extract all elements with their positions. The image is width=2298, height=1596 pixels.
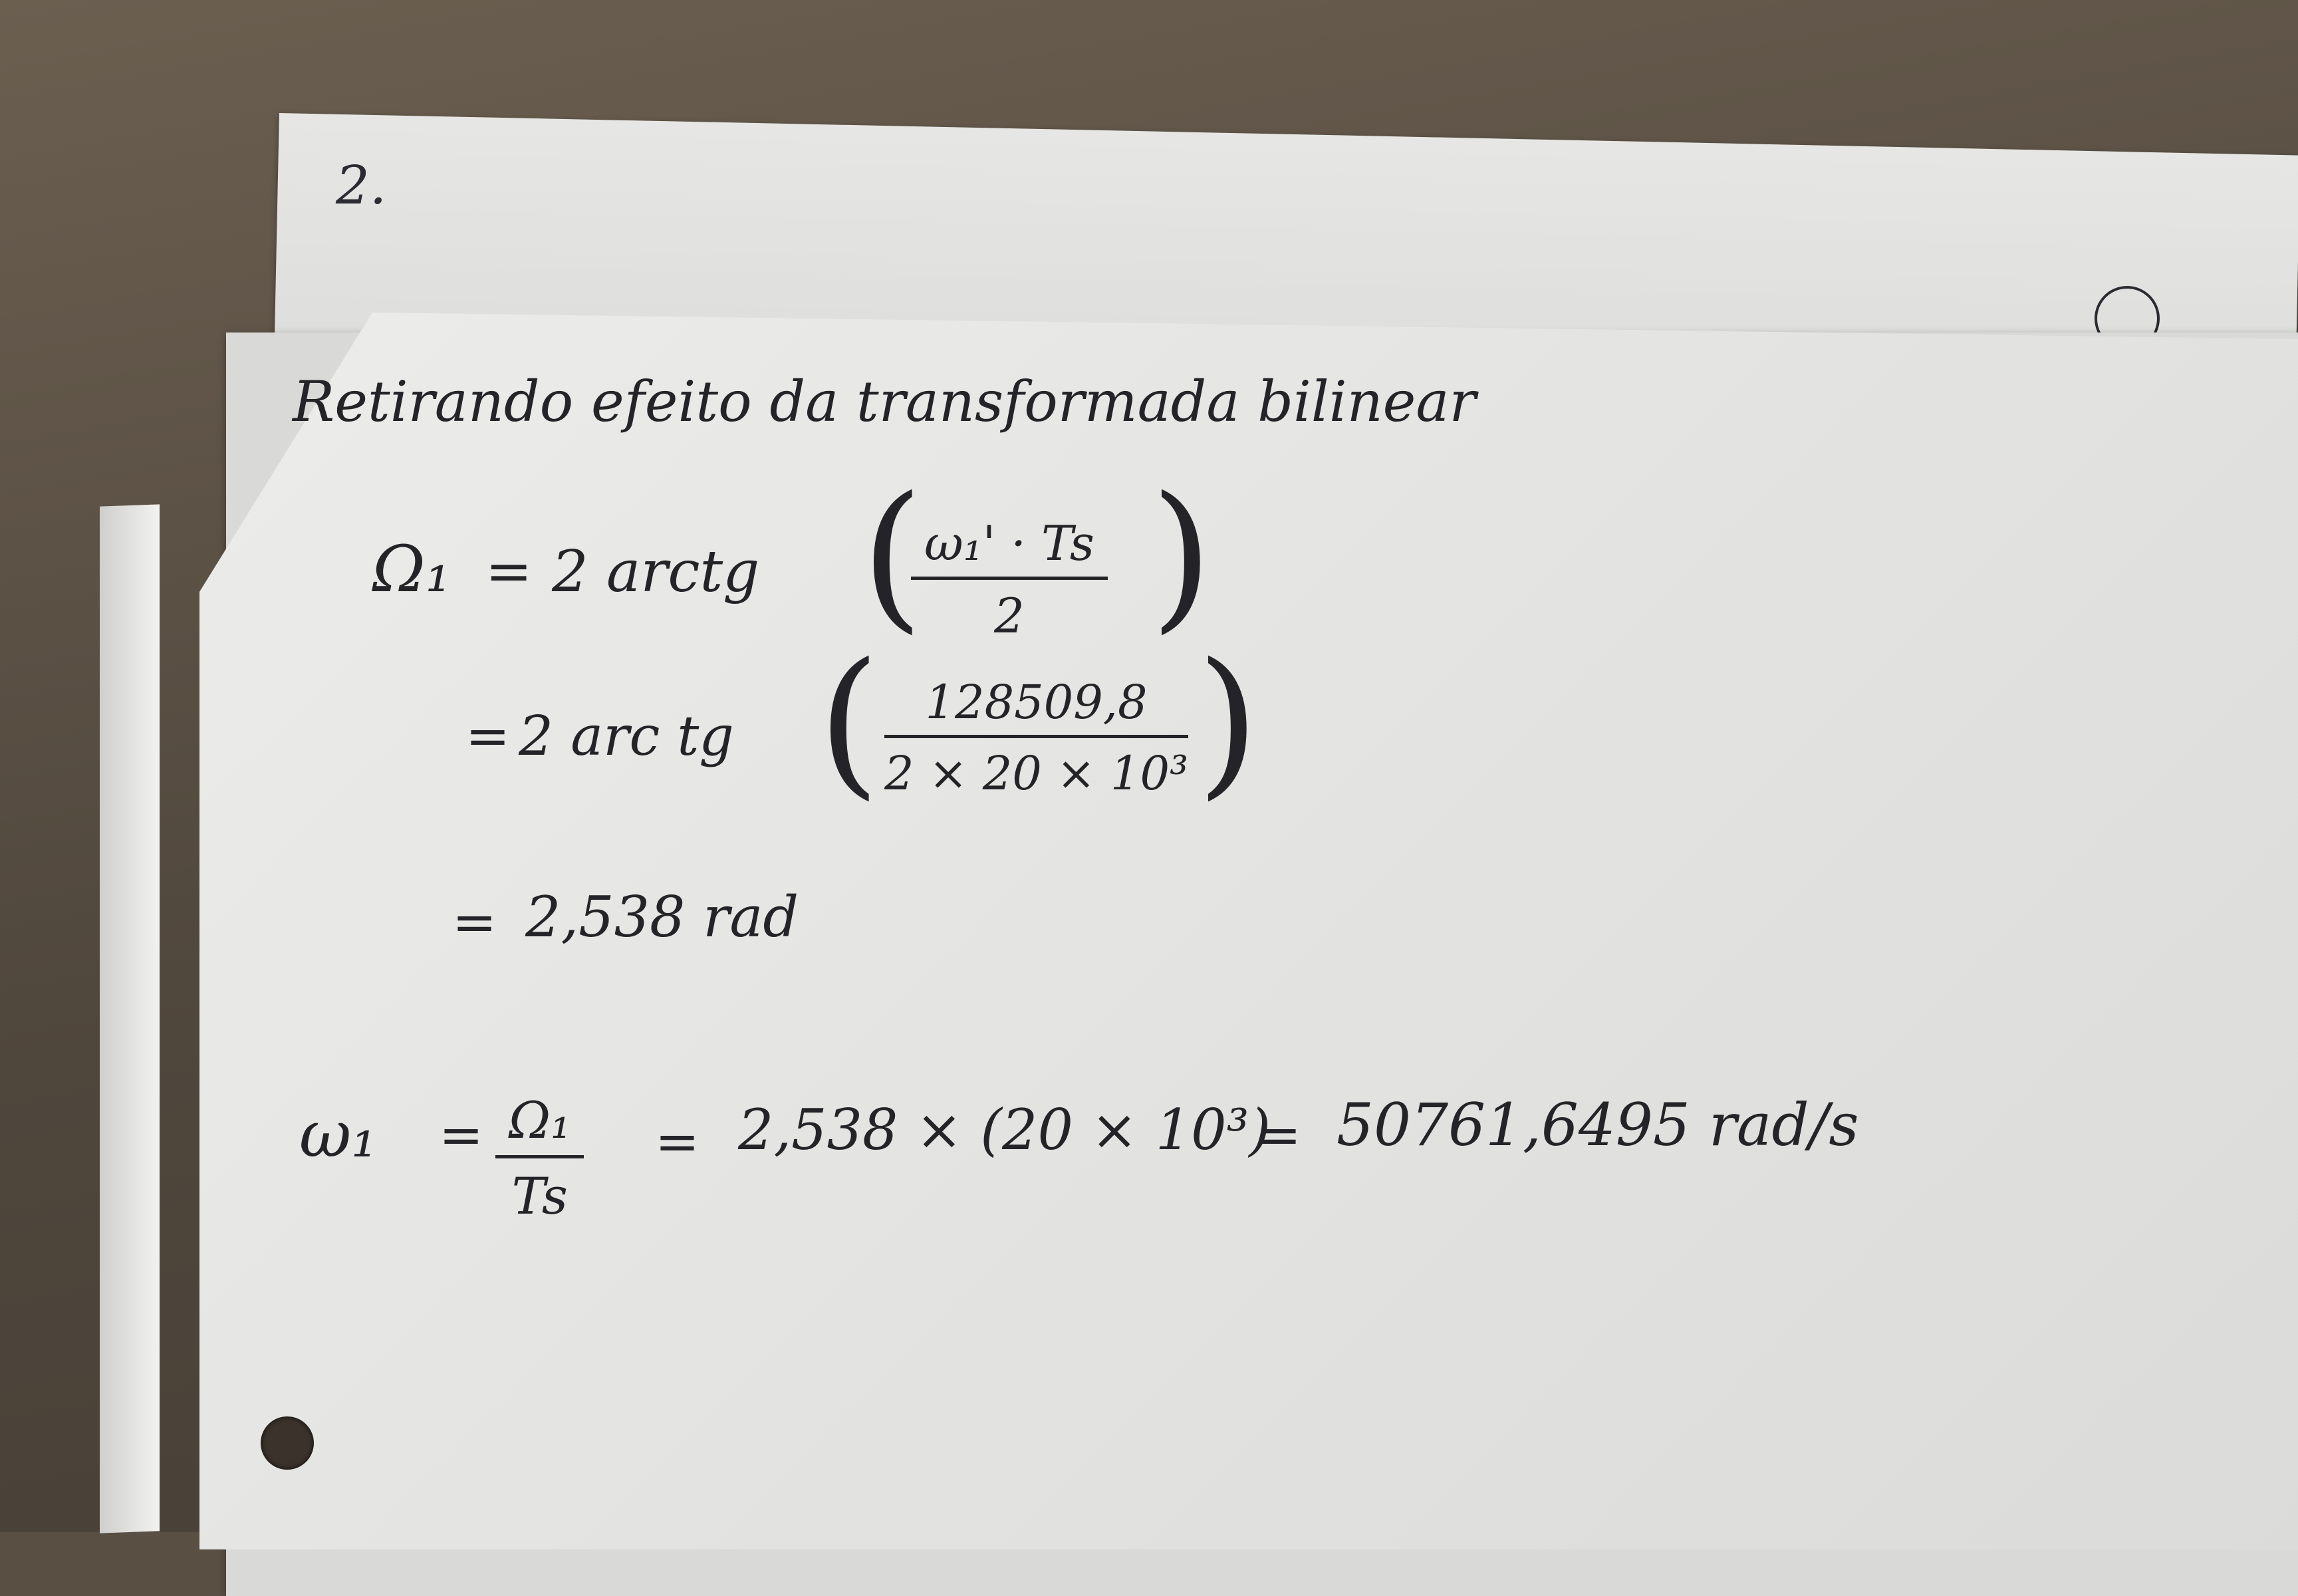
equals-sign: = — [465, 705, 511, 767]
product-expression: 2,538 × (20 × 10³) — [738, 1097, 1271, 1162]
omega1-capital-symbol: Ω₁ — [372, 532, 451, 606]
punch-hole — [261, 1416, 314, 1470]
equals-sign-3: = — [1257, 1104, 1302, 1166]
arctg-function: 2 arc tg — [519, 705, 734, 768]
fraction-denominator: Ts — [495, 1155, 584, 1226]
equals-sign: = — [452, 891, 497, 953]
left-paren: ( — [861, 462, 924, 648]
arctg-function: 2 arctg — [552, 539, 760, 605]
omega1-symbol: ω₁ — [299, 1097, 377, 1172]
final-result: 50761,6495 rad/s — [1337, 1091, 1859, 1159]
fraction-numerator: Ω₁ — [509, 1091, 571, 1150]
page-heading: Retirando efeito da transformada bilinear — [293, 369, 1476, 434]
equals-sign-2: = — [655, 1111, 700, 1172]
fraction-value — [884, 675, 1188, 801]
equals-sign: = — [485, 539, 533, 604]
left-paren: ( — [818, 628, 880, 815]
front-paper-sheet — [199, 313, 2298, 1549]
right-paren: ) — [1150, 462, 1213, 648]
fraction-denominator: 2 × 20 × 10³ — [884, 735, 1188, 801]
back-page-mark: 2. — [336, 154, 387, 216]
fraction-omega-over-ts — [495, 1091, 584, 1226]
fraction-omega-ts-over-2 — [911, 515, 1108, 644]
equals-sign: = — [439, 1104, 484, 1166]
right-paren: ) — [1197, 628, 1259, 815]
angle-result: 2,538 rad — [525, 884, 799, 950]
fraction-numerator: 128509,8 — [925, 675, 1148, 730]
curled-page-edge — [100, 504, 160, 1533]
fraction-denominator: 2 — [911, 577, 1108, 644]
fraction-numerator: ω₁' · Ts — [924, 515, 1094, 571]
